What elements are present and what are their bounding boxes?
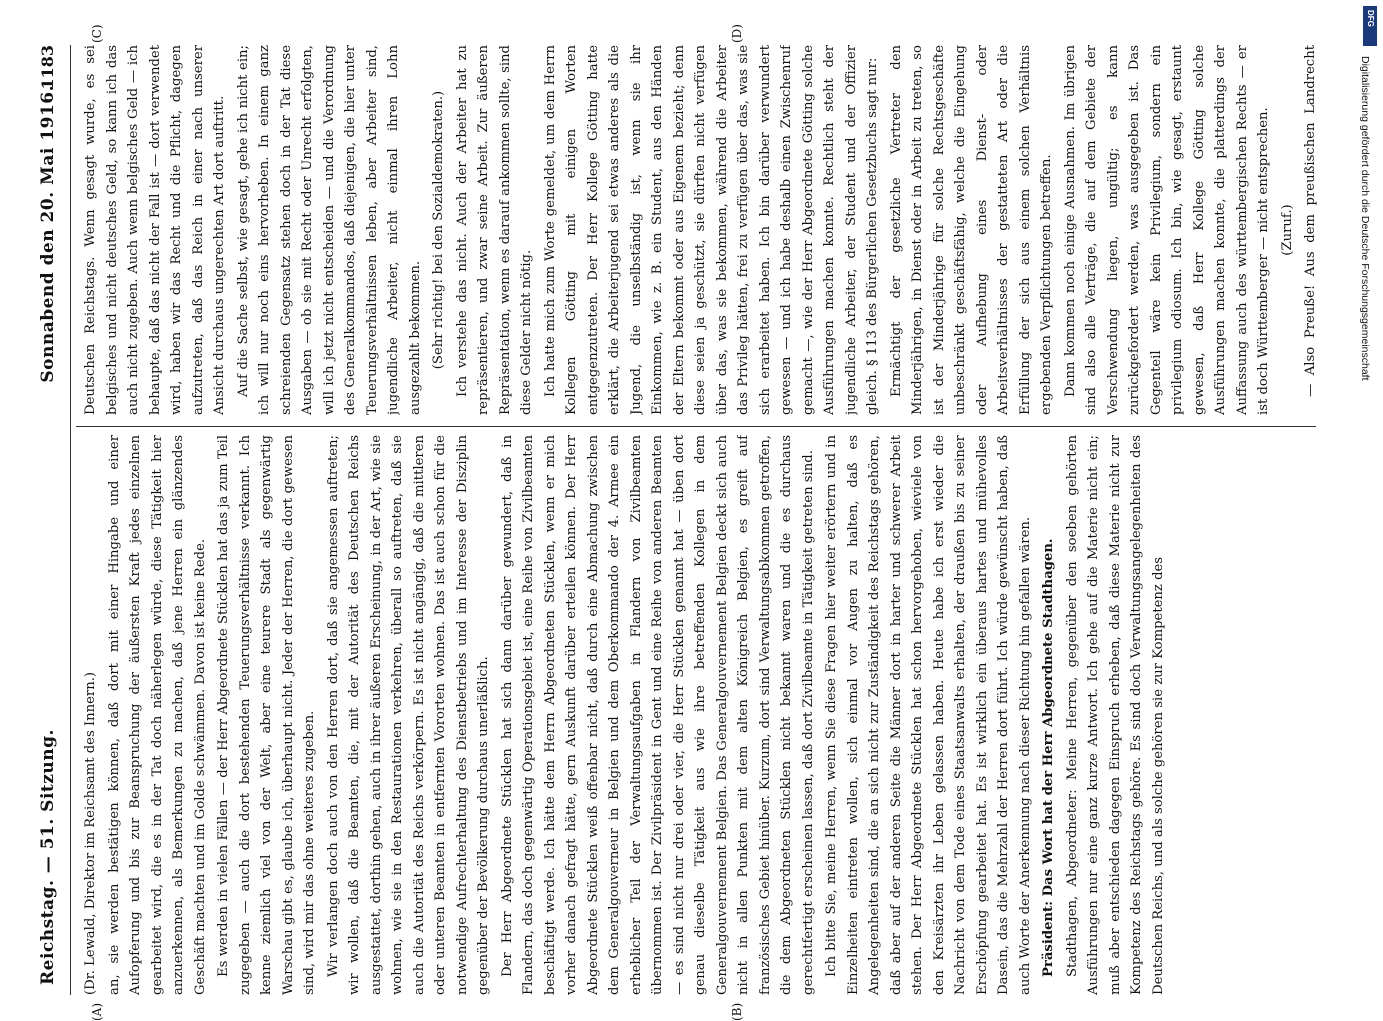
rotated-page bbox=[30, 24, 1330, 1021]
dfg-logo-text: DFG bbox=[1366, 10, 1375, 27]
paragraph: Es werden in vielen Fällen — der Herr Abgeordnete Stücklen hat das ja zum Teil zugegeben — auch die dort bestehenden Teuerungsverhältnisse verkannt. Ich kenne ziemlich viel von der Welt, aber eine teurere Stadt als gegenwärtig Warschau gibt es, glaube ich, überhaupt nicht. Jeder der Herren, die dort gewesen sind, wird mir das ohne weiteres zugeben. bbox=[216, 435, 317, 995]
header-left-title: Reichstag. — 51. Sitzung. bbox=[38, 729, 58, 985]
page-header bbox=[30, 45, 71, 995]
paragraph: Der Herr Abgeordnete Stücklen hat sich dann darüber gewundert, daß in Flandern, das doch gegenwärtig Operationsgebiet ist, eine Reihe von Zivilbeamten beschäftigt werde. Ich hätte dem Herrn Abgeordneten Stücklen, wenn er mich vorher danach gefragt hätte, gern Auskunft darüber erteilen können. Der Herr Abgeordnete Stücklen weiß offenbar nicht, daß durch eine Abmachung zwischen dem Generalgouverneur in Belgien und dem Oberkommando der 4. Armee ein erheblicher Teil der Verwaltungsaufgaben in Flandern von Zivilbeamten übernommen ist. Der Zivilpräsident in Gent und eine Reihe von anderen Beamten — es sind nicht nur drei oder vier, die Herr Stücklen genannt hat — üben dort genau dieselbe Tätigkeit aus wie ihre betreffenden Kollegen in dem Generalgouvernement Belgien. Das Generalgouvernement Belgien deckt sich auch nicht in allen Punkten mit dem alten Königreich Belgien, es greift auf französisches Gebiet hinüber. Kurzum, dort sind Verwaltungsabkommen getroffen, die dem Abgeordneten Stücklen nicht bekannt waren und die es durchaus gerechtfertigt erscheinen lassen, daß dort Zivilbeamte in Tätigkeit getreten sind. bbox=[499, 435, 816, 995]
paragraph: Stadthagen, Abgeordneter: Meine Herren, gegenüber den soeben gehörten Ausführungen nur eine ganz kurze Antwort. Ich gehe auf die Materie nicht ein; muß aber entschieden dagegen Einspruch erheben, daß diese Materie nicht zur Kompetenz des Reichstags gehöre. Es sind doch Verwaltungsangelegenheiten des Deutschen Reichs, und als solche gehören sie zur Kompetenz des bbox=[1064, 435, 1166, 995]
page-number: 1183 bbox=[38, 45, 57, 90]
interjection: (Sehr richtig! bei den Sozialdemokraten.) bbox=[431, 90, 446, 370]
header-right-title: Sonnabend den 20. Mai 1916. bbox=[38, 85, 58, 383]
column-divider bbox=[76, 426, 1316, 427]
margin-mark-b: (B) bbox=[730, 1002, 744, 1021]
paragraph: Wir verlangen doch auch von den Herren dort, daß sie angemessen auftreten; wir wollen, daß die Beamten, die, mit der Autorität des Deutschen Reichs ausgestattet, dorthin gehen, auch in ihrer äußeren Erscheinung, in der Art, wie sie wohnen, wie sie in den Restaurationen verkehren, überall so auftreten, daß sie auch die Autorität des Reichs verkörpern. Es ist nicht angängig, daß die mittleren oder unteren Beamten in entfernten Vororten wohnen. Das ist auch schon für die notwendige Aufrechterhaltung des Dienstbetriebs und im Interesse der Disziplin gegenüber der Bevölkerung durchaus unerläßlich. bbox=[325, 435, 491, 995]
margin-mark-c: (C) bbox=[90, 24, 104, 43]
dfg-logo bbox=[1363, 6, 1377, 46]
digitization-note bbox=[1359, 56, 1373, 1016]
paragraph: Deutschen Reichstags. Wenn gesagt wurde, es sei belgisches und nicht deutsches Geld, so kann ich das auch nicht zugeben. Auch wenn belgisches Geld — ich behaupte, daß das nicht der Fall ist — dort verwendet wird, haben wir das Recht und die Pflicht, dagegen aufzutreten, daß das Reich in einer nach unserer Ansicht durchaus ungerechten Art dort auftritt. bbox=[83, 45, 227, 415]
margin-mark-d: (D) bbox=[730, 24, 744, 43]
paragraph: an, sie werden bestätigen können, daß dort mit einer Hingabe und einer Aufopferung und bis zur Beanspruchung der äußersten Kraft jedes einzelnen gearbeitet wird, die es in der Tat doch näherlegen würde, diese Tätigkeit hier anzuerkennen, als Bemerkungen zu machen, daß jene Herren ein glänzendes Geschäft machten und im Golde schwämmen. Davon ist keine Rede. bbox=[106, 435, 208, 995]
paragraph: Auf die Sache selbst, wie gesagt, gehe ich nicht ein; ich will nur noch eins hervorheben. In einem ganz schreienden Gegensatz stehen doch in der Tat diese Ausgaben — ob sie mit Recht oder Unrecht erfolgten, will ich jetzt nicht entscheiden — und die Verordnung des Generalkommandos, daß diejenigen, die hier unter Teuerungsverhältnissen leben, aber Arbeiter sind, jugendliche Arbeiter, nicht einmal ihren Lohn ausgezahlt bekommen. bbox=[235, 45, 423, 415]
digitization-note-text: Digitalisierung gefördert durch die Deutsche Forschungsgemeinschaft bbox=[1359, 56, 1371, 381]
left-column bbox=[80, 435, 1320, 995]
paragraph: Ich verstehe das nicht. Auch der Arbeiter hat zu repräsentieren, und zwar seine Arbeit. Zur äußeren Repräsentation, wenn es darauf ankommen sollte, sind diese Gelder nicht nötig. bbox=[454, 45, 534, 415]
paragraph: Ich hatte mich zum Worte gemeldet, um dem Herrn Kollegen Götting mit einigen Worten entgegenzutreten. Der Herr Kollege Götting hatte erklärt, die Arbeiterjugend sei etwas anderes als die Jugend, die unselbständig ist, wenn sie ihr Einkommen, wie z. B. ein Student, aus den Händen der Eltern bekommt oder aus Eigenem bezieht; denn diese seien ja geschützt, sie dürften nicht verfügen über das, was sie bekommen, während die Arbeiter das Privileg hätten, frei zu verfügen über das, was sie sich erarbeitet haben. Ich bin darüber verwundert gewesen — und ich habe deshalb einen Zwischenruf gemacht —, wie der Herr Abgeordnete Götting solche Ausführungen machen konnte. Rechtlich steht der jugendliche Arbeiter, der Student und der Offizier gleich. § 113 des Bürgerlichen Gesetzbuchs sagt nur: bbox=[542, 45, 880, 415]
paragraph: Dann kommen noch einige Ausnahmen. Im übrigen sind also alle Verträge, die auf dem Gebiete der Verschwendung liegen, ungültig; es kann zurückgefordert werden, was ausgegeben ist. Das Gegenteil wäre kein Privilegium, sondern ein privilegium odiosum. Ich bin, wie gesagt, erstaunt gewesen, daß Herr Kollege Götting solche Ausführungen machen konnte, die platterdings der Auffassung auch des württembergischen Rechts — er ist doch Württemberger — nicht entsprechen. bbox=[1062, 45, 1271, 415]
quoted-law: Ermächtigt der gesetzliche Vertreter den Minderjährigen, in Dienst oder in Arbeit zu treten, so ist der Minderjährige für solche Rechtsgeschäfte unbeschränkt geschäftsfähig, welche die Eingehung oder Aufhebung eines Dienst- oder Arbeitsverhältnisses der gestatteten Art oder die Erfüllung der sich aus einem solchen Verhältnis ergebenden Verpflichtungen betreffen. bbox=[888, 45, 1054, 415]
speaker-note: (Dr. Lewald, Direktor im Reichsamt des Innern.) bbox=[83, 671, 98, 995]
interjection: (Zuruf.) bbox=[1279, 204, 1295, 256]
margin-mark-a: (A) bbox=[90, 1002, 104, 1021]
president-line: Präsident: Das Wort hat der Herr Abgeordnete Stadthagen. bbox=[1041, 538, 1056, 977]
paragraph: Ich bitte Sie, meine Herren, wenn Sie diese Fragen hier weiter erörtern und in Einzelheiten eintreten wollen, sich einmal vor Augen zu halten, daß es Angelegenheiten sind, die an sich nicht zur Zuständigkeit des Reichstags gehören, daß aber auf der anderen Seite die Männer dort in harter und schwerer Arbeit stehen. Der Herr Abgeordnete Stücklen hat schon hervorgehoben, wieviele von den Kreisärzten ihr Leben gelassen haben. Heute habe ich erst wieder die Nachricht von dem Tode eines Staatsanwalts erhalten, der draußen bis zu seiner Erschöpfung gearbeitet hat. Es ist wirklich ein überaus hartes und mühevolles Dasein, das die Mehrzahl der Herren dort führt. Ich würde gewünscht haben, daß auch Worte der Anerkennung nach dieser Richtung hin gefallen wären. bbox=[824, 435, 1033, 995]
right-column bbox=[80, 45, 1320, 415]
paragraph: — Also Preuße! Aus dem preußischen Landrecht bbox=[1303, 45, 1318, 397]
